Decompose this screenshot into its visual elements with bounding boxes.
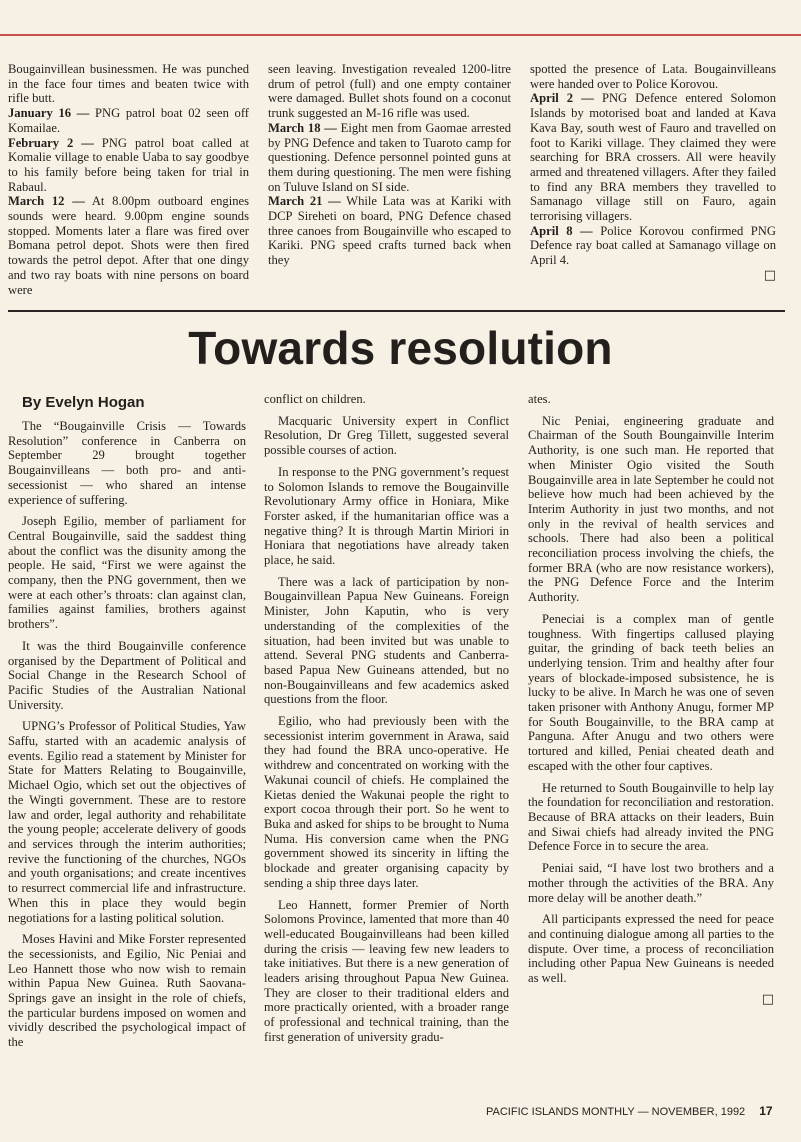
chronology-entry: seen leaving. Investigation revealed 1200-litre drum of petrol (full) and one empty container were damaged. Bullet shots found on a coconut trunk suggested an M-16 rifle was used.: [268, 62, 511, 121]
page-number: 17: [759, 1104, 773, 1118]
article-paragraph: Leo Hannett, former Premier of North Solomons Province, lamented that more than 40 well-educated Bougainvilleans had been killed during the crisis — leaving few new leaders to take initiatives. But there is a new generation of leaders arising throughout Papua New Guinea. They are closer to their traditional elders and more practically oriented, with a broader range of professional and technical training, than the first generation of university gradu-: [264, 897, 509, 1044]
article-paragraph: Joseph Egilio, member of parliament for Central Bougainville, said the saddest thing about the conflict was the disunity among the people. He said, “First we were against the company, then the PNG government, then we were at each other’s throats: clan against clan, families against families, brothers against brothers”.: [8, 514, 246, 632]
article-paragraph: The “Bougainville Crisis — Towards Resolution” conference in Canberra on September 29 brought together Bougainvilleans — both pro- and anti-secessionist — who shared an intense experience of suffering.: [8, 419, 246, 507]
chronology-entry: March 21 — While Lata was at Kariki with DCP Sireheti on board, PNG Defence chased three canoes from Bougainville who escaped to Kariki. PNG speed crafts turned back when they: [268, 194, 512, 268]
chronology-column-2: [268, 62, 511, 268]
page-footer: [486, 1104, 773, 1119]
article-paragraph: conflict on children.: [264, 392, 366, 406]
chronology-column-1: [8, 62, 249, 297]
article-paragraph: He returned to South Bougainville to help lay the foundation for reconciliation and restoration. Because of BRA attacks on their leaders, Buin and Siwai chiefs had already invited the PNG Defence Force in to secure the area.: [528, 780, 774, 854]
top-color-rule: [0, 34, 801, 36]
article-column-3: [528, 392, 774, 1007]
chronology-entry: March 18 — Eight men from Gaomae arrested by PNG Defence and taken to Tuaroto camp for questioning. Defence personnel pointed guns at them during questioning. The men were fishing on Tuluve Island on SI side.: [268, 120, 511, 194]
byline: By Evelyn Hogan: [22, 394, 145, 411]
article-paragraph: UPNG’s Professor of Political Studies, Yaw Saffu, started with an academic analysis of events. Egilio read a statement by Minister for State for Matters Relating to Bougainville, Michael Ogio, which set out the objectives of the Wingti government. These are to restore law and order, legal authority and rehabilitate the young people; accelerate delivery of goods and services through the interim authorities; revive the functioning of the churches, NGOs and youth organisations; and create incentives to resurrect commercial life and infrastructure. When this in place they would begin negotiations for a lasting political solution.: [8, 719, 246, 925]
chronology-entry: Bougainvillean businessmen. He was punched in the face four times and beaten twice with rifle butt.: [8, 62, 249, 106]
chronology-entry: February 2 — PNG patrol boat called at Komalie village to enable Uaba to say goodbye to his family before being taken for trial in Rabaul.: [8, 135, 249, 194]
end-of-section-mark: □: [763, 267, 776, 283]
chronology-entry: March 12 — At 8.00pm outboard engines sounds were heard. 9.00pm engine sounds stopped. Moments later a flare was fired over Bomana petrol depot. Shots were then fired towards the petrol depot. After that one dingy and two ray boats with nine persons on board were: [8, 194, 249, 297]
article-paragraph: In response to the PNG government’s request to Solomon Islands to remove the Bougainville Revolutionary Army office in Honiara, Mike Forster asked, if the humanitarian office was a negative thing? It is through Martin Miriori in Honiara that negotiations have already taken place, he said.: [264, 464, 509, 568]
article-column-2: [264, 392, 509, 1052]
chronology-entry: April 8 — Police Korovou confirmed PNG Defence ray boat called at Samanago village on April 4.: [530, 223, 776, 268]
article-paragraph: Moses Havini and Mike Forster represented the secessionists, and Egilio, Nic Peniai and Leo Hannett those who now wish to remain within Papua New Guinea. Ruth Saovana-Springs gave an insight in the role of chiefs, the particular burdens imposed on women and vividly described the psychological impact of the: [8, 932, 246, 1050]
article-headline: Towards resolution: [188, 322, 613, 374]
chronology-entry: January 16 — PNG patrol boat 02 seen off Komailae.: [8, 106, 249, 135]
article-paragraph: Peniai said, “I have lost two brothers and a mother through the activities of the BRA. Any more delay will be another death.”: [528, 861, 774, 905]
article-paragraph: All participants expressed the need for peace and continuing dialogue among all parties to the dispute. Over time, a process of reconciliation including other Papua New Guineans is needed as well.: [528, 912, 774, 986]
article-paragraph: Peneciai is a complex man of gentle toughness. With fingertips callused playing guitar, the grinding of back teeth belies an underlying tension. Trim and healthy after four years of blockade-imposed subsistence, he is lucky to be alive. In March he was one of seven taken prisoner with Anthony Anugu, former MP for South Bougainville, to the BRA camp at Panguna. After Anugu and two others were tortured and killed, Peniai cheated death and escaped with the other four captives.: [528, 611, 774, 773]
chronology-entry: April 2 — PNG Defence entered Solomon Islands by motorised boat and landed at Kava Kava Bay, south west of Fauro and travelled on foot to Kariki village. They claimed they were searching for BRA crossers. All were heavily armed and threatened villagers. After they failed to find any BRA members they travelled to Samanago village still on Fauro, again terrorising villagers.: [530, 91, 776, 224]
article-paragraph: ates.: [528, 392, 551, 406]
article-paragraph: Egilio, who had previously been with the secessionist interim government in Arawa, said they had found the BRA unco-operative. He withdrew and concentrated on working with the Wakunai council of chiefs. He complained the Kietas denied the Wakunai people the right to export cocoa through their port. So he went to Buka and asked for ships to be brought to Numa Numa. His conversion came when the PNG government showed its sincerity in lifting the blockade and greater organising capacity by sending a ship three days later.: [264, 714, 509, 890]
publication-line: PACIFIC ISLANDS MONTHLY — NOVEMBER, 1992: [486, 1106, 746, 1118]
article-column-1: [8, 394, 246, 1057]
end-of-article-mark: □: [761, 991, 774, 1007]
section-divider: [8, 310, 785, 312]
article-paragraph: Macquaric University expert in Conflict Resolution, Dr Greg Tillett, suggested several possible courses of action.: [264, 413, 509, 458]
chronology-column-3: [530, 62, 776, 283]
article-paragraph: There was a lack of participation by non-Bougainvillean Papua New Guineans. Foreign Minister, John Kaputin, who is very understanding of the complexities of the situation, had been invited but was unable to attend. Several PNG students and Canberra-based Papua New Guineans attended, but no non-Bougainvilleans and few academics asked questions from the floor.: [264, 574, 509, 707]
chronology-entry: spotted the presence of Lata. Bougainvilleans were handed over to Police Korovou.: [530, 62, 776, 91]
article-paragraph: It was the third Bougainville conference organised by the Department of Political and Social Change in the Research School of Pacific Studies of the Australian National University.: [8, 638, 246, 712]
article-paragraph: Nic Peniai, engineering graduate and Chairman of the South Boungainville Interim Authority, is one such man. He reported that when Minister Ogio visited the South Bougainville area in late September he could not believe how much had been achieved by the Interim Authority in just two months, and not only in the revival of health services and schools. There had also been a political reconciliation process involving the chiefs, the former BRA (who are now resistance workers), the PNG Defence Force and the Interim Authority.: [528, 413, 774, 605]
